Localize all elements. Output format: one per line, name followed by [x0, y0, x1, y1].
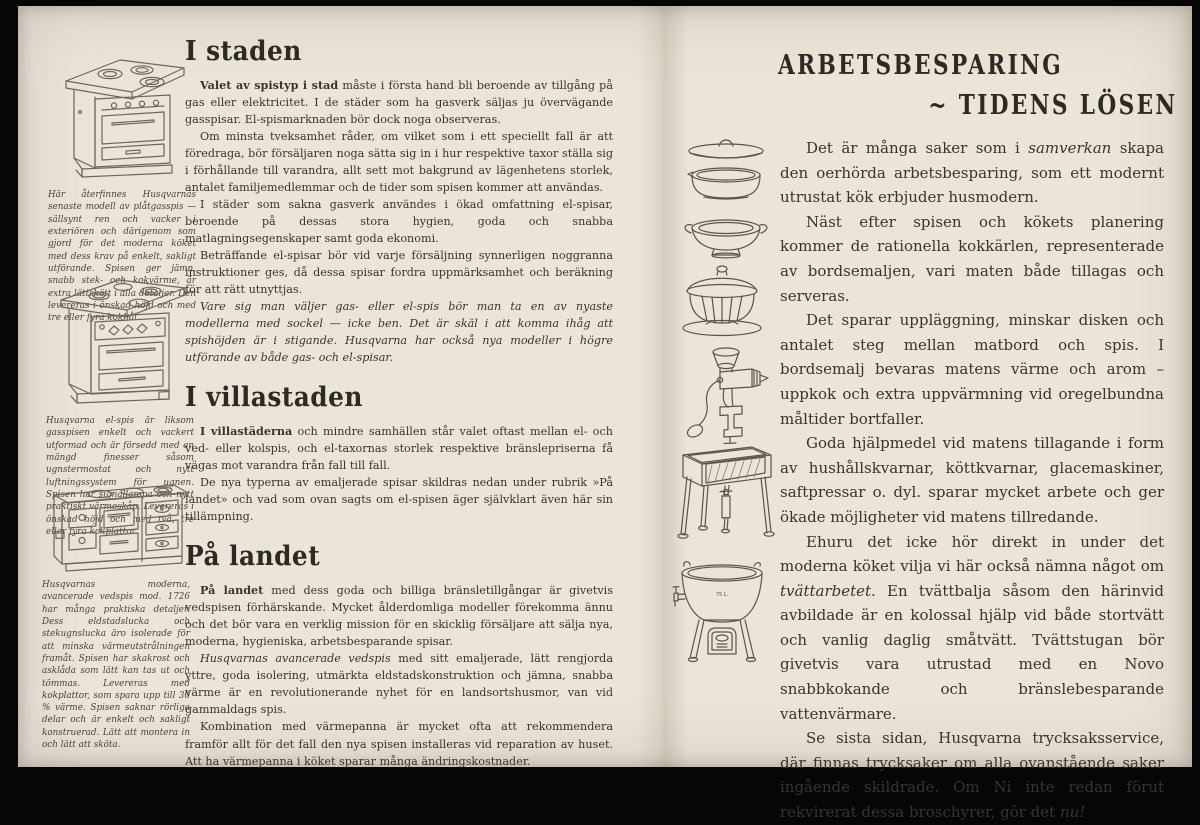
section-heading-i-staden: I staden [185, 36, 302, 67]
left-page-text-column [185, 36, 613, 770]
paragraph-emphasis: samverkan [1028, 139, 1112, 157]
paragraph-lead: Valet av spistyp i stad [200, 78, 339, 92]
heading-line-2 [778, 86, 1178, 126]
lidded-pan-illustration [676, 136, 774, 208]
electric-stove-caption: Husqvarna el-spis är liksom gasspisen enkelt och vackert utformad och är försedd med en mängd finesser såsom ugnstermostat och nytt luftningssystem för ugnen. Spisen har signallampa och nytt praktiskt värmeskåp. Levereras i önskad höjd och med två, tre eller fyra kokplattor. [46, 416, 194, 537]
paragraph [780, 530, 1164, 727]
paragraph-text: och mindre samhällen står valet oftast mellan el- och ved- eller kolspis, och el-taxornas storlek respektive bränslepriserna få vägas mot varandra från fall till fall. [185, 425, 613, 473]
paragraph: Kombination med värmepanna är mycket ofta att rekommendera framför allt för det fall den nya spisen installeras vid reparation av huset. Att ha värmepanna i köket sparar många ändringskostnader. [185, 720, 613, 768]
paragraph: Vare sig man väljer gas- eller el-spis bör man ta en av nyaste modellerna med sockel — icke ben. Det är skäl i att komma ihåg att spishöjden är i stigande. Husqvarna har också nya modeller i högre utförande av både gas- och el-spisar. [185, 300, 613, 365]
water-boiler-illustration [670, 556, 774, 666]
wood-stove-caption: Husqvarnas moderna, avancerade vedspis mod. 1726 har många praktiska detaljer. Dess eldstadslucka och stekugnslucka äro isolerade för att minska värmeutstrålningen framåt. Spisen har skakrost och asklåda som lätt kan tas ut och tömmas. Levereras med kokplattor, som spara upp till 30 % värme. Spisen saknar rörliga delar och är enkelt och sakligt konstruerad. Lätt att montera in och lätt att sköta. [42, 580, 190, 751]
paragraph: Det sparar uppläggning, minskar disken och antalet steg mellan matbord och spis. I bordsemalj bevaras matens värme och arom – uppkok och extra uppvärmning vid oregelbundna måltider bortfaller. [780, 311, 1164, 428]
right-page-heading [778, 46, 1178, 126]
paragraph [185, 77, 613, 128]
paragraph: Om minsta tveksamhet råder, om vilket som i ett speciellt fall är att föredraga, bör försäljaren noga sätta sig in i hur respektive taxor ställa sig i förhållande till varandra, allt sett mot bakgrund av lägenhetens storlek, antalet familjemedlemmar och de tider som spisen kommer att användas. [185, 130, 613, 195]
heading-line-1-text: ARBETSBESPARING [778, 50, 1064, 81]
tureen-illustration [670, 262, 774, 342]
wood-stove-illustration [42, 470, 194, 572]
electric-stove-illustration [49, 258, 191, 408]
paragraph [185, 423, 613, 474]
paragraph: Beträffande el-spisar bör vid varje försäljning synnerligen noggranna instruktioner ges, då dessa spisar fordra uppmärksamhet och beräkning för att rätt utnyttjas. [185, 249, 613, 297]
figure-wash-bench [668, 434, 776, 552]
paragraph: Goda hjälpmedel vid matens tillagande i form av hushållskvarnar, köttkvarnar, glacemaskiner, saftpressar o. dyl. sparar mycket arbete och ger ökade möjligheter vid matens tillredande. [780, 434, 1164, 526]
figure-lidded-pan [676, 136, 774, 212]
section-heading-i-villastaden: I villastaden [185, 382, 363, 414]
paragraph-lead: På landet [200, 583, 264, 598]
section-heading-pa-landet: På landet [185, 541, 321, 573]
paragraph: De nya typerna av emaljerade spisar skildras nedan under rubrik »På landet» och vad som ovan sagts om el-spisen äger självklart även här sin tillämpning. [185, 476, 613, 524]
figure-wood-stove [42, 470, 190, 751]
heading-line-2-text: ~ TIDENS LÖSEN [928, 90, 1178, 121]
figure-water-boiler [670, 556, 774, 670]
gas-stove-caption: Här återfinnes Husqvarnas senaste modell av plåtgasspis — sällsynt ren och vacker i exteriören och därigenom som gjord för det moderna köket med dess krav på enkelt, sakligt utförande. Spisen ger jämn, snabb stek- och kokvärme, är extra lättskött i alla detaljer. Den levereras i önskad höjd och med tre eller fyra kokhål. [48, 190, 196, 324]
boiler-capacity-label: 75 L. [715, 592, 729, 598]
figure-serving-bowl [678, 212, 774, 266]
paragraph-text: . En tvättbalja såsom den härinvid avbildade är en kolossal hjälp vid både stortvätt och vanlig daglig småtvätt. Tvättstugan bör givetvis vara utrustad med en Novo snabbkokande och bränslebesparande vattenvärmare. [780, 581, 1164, 723]
heading-line-1 [778, 46, 1178, 86]
right-page-text-column [780, 136, 1164, 825]
serving-bowl-illustration [678, 212, 774, 262]
paragraph [780, 726, 1164, 824]
paragraph: I städer som sakna gasverk användes i ökad omfattning el-spisar, beroende på dessas stora hygien, goda och snabba matlagningsegenskaper samt goda ekonomi. [185, 198, 613, 246]
paragraph-lead-italic: Husqvarnas avancerade vedspis [200, 652, 391, 666]
paragraph-text: måste i första hand bli beroende av tillgång på gas eller elektricitet. I de städer som ha gasverk säljas ju övervägande gasspisar. El-spismarknaden bör dock noga observeras. [185, 79, 613, 127]
paragraph-text: med dess goda och billiga bränsletillgångar är givetvis vedspisen förhärskande. Mycket ålderdomliga modeller förekomma ännu och det bör vara en verklig mission för en skicklig försäljare att sälja nya, moderna, hygieniska, arbetsbesparande spisar. [185, 584, 614, 649]
figure-meat-grinder [678, 344, 772, 448]
gas-stove-illustration [52, 36, 192, 182]
paragraph: Näst efter spisen och kökets planering kommer de rationella kokkärlen, representerade av bordsemaljen, vari maten både tillagas och serveras. [780, 212, 1164, 305]
paragraph-text: skapa den oerhörda arbetsbesparing, som ett modernt utrustat kök erbjuder husmodern. [780, 139, 1165, 207]
paragraph-emphasis: tvättarbetet [780, 581, 872, 600]
paragraph-text: med sitt emaljerade, lätt rengjorda yttre, goda isolering, utmärkta eldstadskonstruktion och jämna, snabba värme är en revolutionerande nyhet för en landsortshusmor, van vid gammaldags spis. [185, 652, 613, 717]
paragraph [185, 582, 613, 650]
meat-grinder-illustration [678, 344, 772, 444]
paragraph-text: Det är många saker som i [806, 139, 1029, 157]
paragraph-lead: I villastäderna [200, 424, 293, 439]
figure-tureen [670, 262, 774, 346]
wash-bench-illustration [668, 434, 776, 548]
paragraph-text: Ehuru det icke hör direkt in under det moderna köket vilja vi här också nämna något om [780, 532, 1164, 576]
paragraph [780, 136, 1164, 210]
paragraph [185, 650, 613, 718]
paragraph-text: Se sista sidan, Husqvarna trycksaksservice, där finnas trycksaker om alla ovanstående saker ingående skildrade. Om Ni inte redan förut rekvirerat dessa broschyrer, gör det [780, 729, 1164, 822]
paragraph-emphasis: nu! [1059, 803, 1086, 822]
brochure-spread [18, 6, 1192, 822]
